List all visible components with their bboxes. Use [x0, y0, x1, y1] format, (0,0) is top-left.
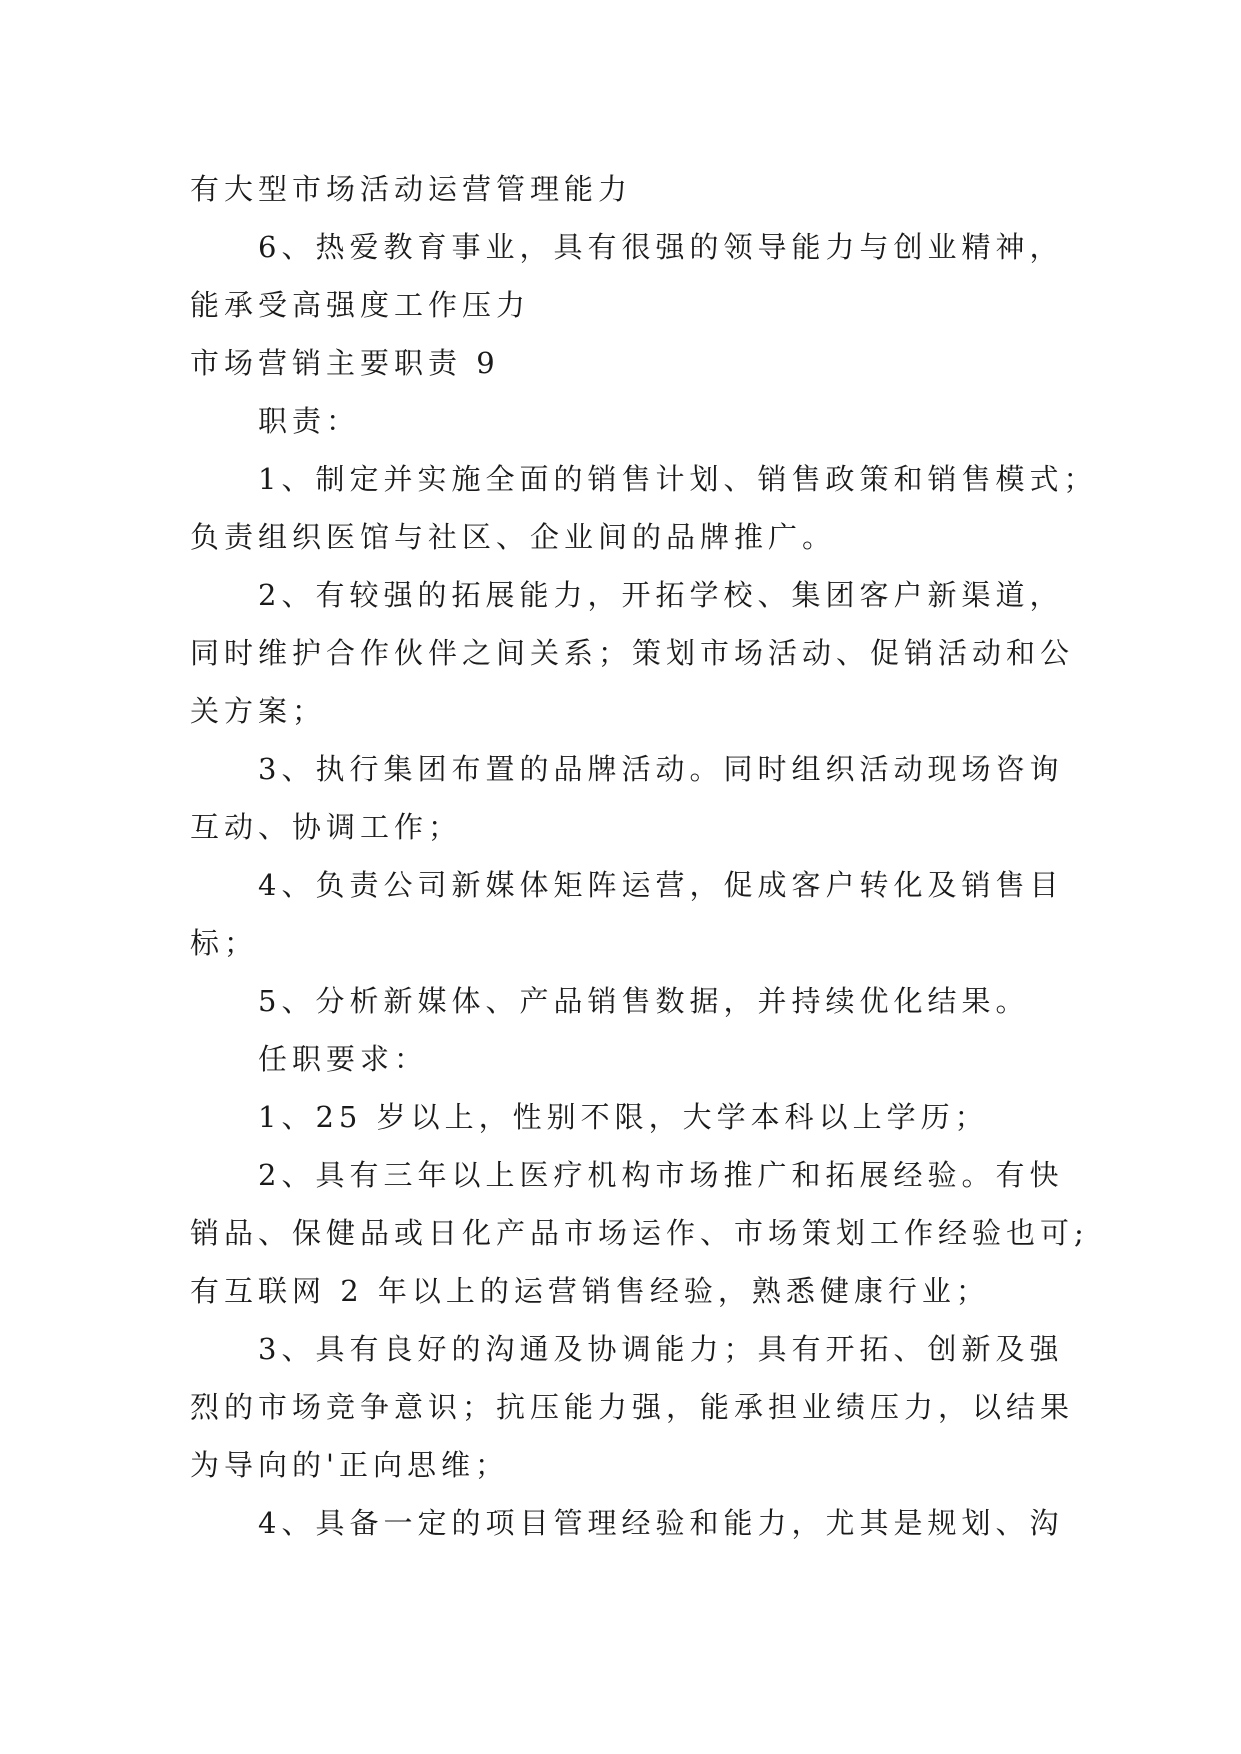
text-line: 同时维护合作伙伴之间关系；策划市场活动、促销活动和公 — [190, 636, 1075, 670]
text-line: 4、具备一定的项目管理经验和能力，尤其是规划、沟 — [258, 1506, 1064, 1540]
text-line: 3、具有良好的沟通及协调能力；具有开拓、创新及强 — [258, 1332, 1064, 1366]
section-heading: 市场营销主要职责 9 — [190, 346, 500, 380]
text-line: 3、执行集团布置的品牌活动。同时组织活动现场咨询 — [258, 752, 1064, 786]
text-line: 标； — [190, 926, 259, 960]
subheading-duties: 职责： — [258, 404, 361, 438]
text-line: 为导向的'正向思维； — [190, 1448, 509, 1482]
text-line: 2、具有三年以上医疗机构市场推广和拓展经验。有快 — [258, 1158, 1064, 1192]
document-page — [190, 160, 1098, 1552]
text-line: 1、制定并实施全面的销售计划、销售政策和销售模式； — [258, 462, 1098, 496]
text-line: 2、有较强的拓展能力，开拓学校、集团客户新渠道， — [258, 578, 1064, 612]
text-line: 能承受高强度工作压力 — [190, 288, 531, 322]
text-line: 6、热爱教育事业，具有很强的领导能力与创业精神， — [258, 230, 1064, 264]
text-line: 负责组织医馆与社区、企业间的品牌推广。 — [190, 520, 837, 554]
text-line: 有大型市场活动运营管理能力 — [190, 172, 633, 206]
text-line: 销品、保健品或日化产品市场运作、市场策划工作经验也可; — [190, 1216, 1089, 1250]
text-line: 关方案； — [190, 694, 327, 728]
text-line: 5、分析新媒体、产品销售数据，并持续优化结果。 — [258, 984, 1030, 1018]
text-line: 4、负责公司新媒体矩阵运营，促成客户转化及销售目 — [258, 868, 1064, 902]
subheading-requirements: 任职要求： — [258, 1042, 429, 1076]
text-line: 互动、协调工作； — [190, 810, 463, 844]
text-line: 烈的市场竞争意识；抗压能力强，能承担业绩压力，以结果 — [190, 1390, 1075, 1424]
text-line: 1、25 岁以上，性别不限，大学本科以上学历； — [258, 1100, 989, 1134]
text-line: 有互联网 2 年以上的运营销售经验，熟悉健康行业； — [190, 1274, 990, 1308]
